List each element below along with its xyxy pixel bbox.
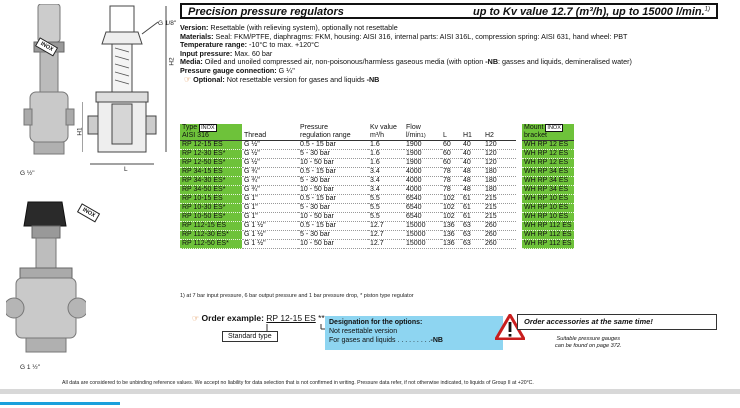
cell-l: 102 <box>441 195 461 204</box>
order-example: ☞ Order example: RP 12-15 ES ** <box>192 313 325 323</box>
cell-flow: 1900 <box>404 150 441 159</box>
table-footnote: 1) at 7 bar input pressure, 6 bar output pressure and 1 bar pressure drop, * piston type regulator <box>180 293 414 299</box>
drawing-port-label: G 1/8" <box>158 20 177 27</box>
cell-flow: 6540 <box>404 204 441 213</box>
spec-optional: ☞ Optional: Not resettable version for gases and liquids -NB <box>184 74 380 84</box>
cell-thread: G ¾" <box>242 177 298 186</box>
cell-thread: G ½" <box>242 159 298 168</box>
table-row <box>180 141 574 150</box>
cell-flow: 1900 <box>404 159 441 168</box>
cell-l: 60 <box>441 141 461 150</box>
specifications <box>180 24 728 84</box>
col-type-header: Type $^{INOX}$ <box>180 124 242 132</box>
cell-thread: G 1" <box>242 213 298 222</box>
cell-thread: G 1 ½" <box>242 222 298 231</box>
table-row <box>180 159 574 168</box>
cell-kv: 3.4 <box>368 168 404 177</box>
cell-type: RP 12-50 ES* <box>180 159 242 168</box>
cell-kv: 1.6 <box>368 150 404 159</box>
cell-type: RP 10-30 ES* <box>180 204 242 213</box>
col-kv-header-1: Kv value <box>370 124 397 132</box>
cell-h2: 260 <box>483 231 516 240</box>
cell-l: 60 <box>441 150 461 159</box>
cell-h1: 48 <box>461 168 483 177</box>
drawing-l-label: L <box>124 166 128 173</box>
cell-mount: WH RP 34 ES <box>522 177 574 186</box>
cell-mount: WH RP 12 ES <box>522 150 574 159</box>
pointing-hand-icon: ☞ <box>184 74 192 84</box>
cell-l: 60 <box>441 159 461 168</box>
spec-materials: Materials: Seal: FKM/PTFE, diaphragms: FKM, housing: AISI 316, internal parts: AISI 316L, compression spring: AISI 631, hand wheel: PBT <box>180 31 628 41</box>
cell-l: 78 <box>441 177 461 186</box>
caption-small: G ½" <box>20 170 35 177</box>
cell-range: 0.5 - 15 bar <box>298 141 368 150</box>
inox-badge: INOX <box>201 125 215 132</box>
cell-mount: WH RP 34 ES <box>522 186 574 195</box>
cell-range: 5 - 30 bar <box>298 150 368 159</box>
cell-range: 5 - 30 bar <box>298 177 368 186</box>
cell-type: RP 34-30 ES* <box>180 177 242 186</box>
cell-h2: 120 <box>483 159 516 168</box>
table-row <box>180 195 574 204</box>
page-title: Precision pressure regulators <box>188 6 344 18</box>
cell-type: RP 34-50 ES* <box>180 186 242 195</box>
cell-h1: 48 <box>461 177 483 186</box>
cell-mount: WH RP 112 ES <box>522 240 574 249</box>
cell-type: RP 112-30 ES* <box>180 231 242 240</box>
cell-h2: 260 <box>483 222 516 231</box>
spec-media: Media: Oiled and unoiled compressed air, non-poisonous/harmless gaseous media (with option -NB: gasses and liquids, demineralised water) <box>180 57 632 67</box>
col-mount-header-1: Mount $^{INOX}$ <box>522 124 574 132</box>
cell-h1: 63 <box>461 222 483 231</box>
designation-box: Designation for the options: Not resettable version For gases and liquids . . . . . . . . .-NB <box>325 316 503 350</box>
cell-thread: G 1 ½" <box>242 240 298 249</box>
cell-h2: 120 <box>483 150 516 159</box>
cell-type: RP 34-15 ES <box>180 168 242 177</box>
table-row <box>180 213 574 222</box>
table-row <box>180 222 574 231</box>
cell-l: 102 <box>441 213 461 222</box>
cell-thread: G ¾" <box>242 186 298 195</box>
col-range-header-1: Pressure <box>300 124 329 132</box>
cell-h1: 61 <box>461 195 483 204</box>
cell-h2: 215 <box>483 213 516 222</box>
cell-l: 136 <box>441 240 461 249</box>
cell-range: 10 - 50 bar <box>298 186 368 195</box>
cell-h1: 48 <box>461 186 483 195</box>
table-row <box>180 231 574 240</box>
cell-flow: 15000 <box>404 222 441 231</box>
cell-range: 10 - 50 bar <box>298 240 368 249</box>
col-l-header: L <box>441 132 461 141</box>
page-subtitle: up to Kv value 12.7 (m³/h), up to 15000 l/min.$^{1)}$ <box>472 6 710 18</box>
inox-tag: INOX <box>35 37 59 56</box>
footer-accent <box>0 402 120 405</box>
col-h2-header: H2 <box>483 132 516 141</box>
cell-kv: 12.7 <box>368 240 404 249</box>
cell-type: RP 12-15 ES <box>180 141 242 150</box>
cell-l: 102 <box>441 204 461 213</box>
cell-l: 136 <box>441 231 461 240</box>
accessory-warning <box>495 314 725 358</box>
cross-section-drawing <box>82 4 172 176</box>
table-row <box>180 204 574 213</box>
cell-range: 5 - 30 bar <box>298 204 368 213</box>
cell-range: 5 - 30 bar <box>298 231 368 240</box>
cell-range: 0.5 - 15 bar <box>298 195 368 204</box>
cell-flow: 4000 <box>404 168 441 177</box>
cell-mount: WH RP 12 ES <box>522 159 574 168</box>
cell-range: 10 - 50 bar <box>298 213 368 222</box>
cell-mount: WH RP 112 ES <box>522 222 574 231</box>
col-mount-header-2: bracket <box>522 132 574 141</box>
cell-kv: 12.7 <box>368 222 404 231</box>
regulator-photo-large <box>6 200 86 360</box>
col-thread-header: Thread <box>242 132 298 141</box>
cell-h2: 180 <box>483 186 516 195</box>
cell-range: 0.5 - 15 bar <box>298 222 368 231</box>
drawing-h2-label: H2 <box>168 57 176 66</box>
cell-l: 78 <box>441 168 461 177</box>
table-row <box>180 177 574 186</box>
cell-h1: 40 <box>461 150 483 159</box>
cell-mount: WH RP 112 ES <box>522 231 574 240</box>
cell-flow: 1900 <box>404 141 441 150</box>
spec-temperature: Temperature range: -10°C to max. +120°C <box>180 40 320 50</box>
title-bar <box>180 3 718 19</box>
col-h1-header: H1 <box>461 132 483 141</box>
cell-range: 10 - 50 bar <box>298 159 368 168</box>
cell-h2: 215 <box>483 204 516 213</box>
cell-h2: 120 <box>483 141 516 150</box>
cell-kv: 5.5 <box>368 204 404 213</box>
col-range-header-2: regulation range <box>298 132 368 141</box>
product-images <box>0 0 178 380</box>
disclaimer: All data are considered to be unbinding reference values. We accept no liability for data selection that is not confirmed in writing. Pressure data refer, if not otherwise indicated, to liquids of Group II at +20°C. <box>62 380 534 386</box>
pointing-hand-icon: ☞ <box>192 314 200 323</box>
table-row <box>180 168 574 177</box>
cell-type: RP 10-15 ES <box>180 195 242 204</box>
spec-input-pressure: Input pressure: Max. 60 bar <box>180 48 273 58</box>
drawing-h1-label: H1 <box>76 127 84 136</box>
cell-thread: G ¾" <box>242 168 298 177</box>
spec-version: Version: Resettable (with relieving system), optionally not resettable <box>180 23 398 32</box>
cell-h2: 180 <box>483 177 516 186</box>
col-kv-header-2: m³/h <box>368 132 404 141</box>
cell-h2: 215 <box>483 195 516 204</box>
order-code: RP 12-15 ES <box>266 313 316 323</box>
cell-thread: G 1" <box>242 204 298 213</box>
table-row <box>180 186 574 195</box>
inox-tag: INOX <box>77 203 101 222</box>
cell-l: 136 <box>441 222 461 231</box>
cell-thread: G ½" <box>242 141 298 150</box>
table-row <box>180 240 574 249</box>
cell-flow: 6540 <box>404 195 441 204</box>
product-table <box>180 124 574 249</box>
cell-h2: 180 <box>483 168 516 177</box>
cell-h1: 40 <box>461 159 483 168</box>
standard-type-box: Standard type <box>222 331 278 342</box>
cell-h1: 61 <box>461 204 483 213</box>
col-flow-header-1: Flow <box>406 124 421 132</box>
cell-kv: 3.4 <box>368 186 404 195</box>
cell-kv: 1.6 <box>368 141 404 150</box>
cell-flow: 4000 <box>404 186 441 195</box>
cell-mount: WH RP 10 ES <box>522 213 574 222</box>
cell-type: RP 112-50 ES* <box>180 240 242 249</box>
caption-large: G 1 ½" <box>20 364 41 371</box>
cell-type: RP 112-15 ES <box>180 222 242 231</box>
cell-thread: G ½" <box>242 150 298 159</box>
cell-type: RP 10-50 ES* <box>180 213 242 222</box>
cell-kv: 12.7 <box>368 231 404 240</box>
footer-bar <box>0 389 740 394</box>
cell-kv: 1.6 <box>368 159 404 168</box>
cell-h1: 63 <box>461 240 483 249</box>
cell-flow: 6540 <box>404 213 441 222</box>
cell-thread: G 1" <box>242 195 298 204</box>
col-flow-header-2: $l/\min^{1)}$ <box>404 132 441 141</box>
cell-h1: 40 <box>461 141 483 150</box>
cell-flow: 15000 <box>404 240 441 249</box>
cell-h2: 260 <box>483 240 516 249</box>
cell-range: 0.5 - 15 bar <box>298 168 368 177</box>
table-row <box>180 150 574 159</box>
cell-mount: WH RP 10 ES <box>522 204 574 213</box>
cell-kv: 3.4 <box>368 177 404 186</box>
cell-flow: 4000 <box>404 177 441 186</box>
spec-gauge: Pressure gauge connection: G ¼" <box>180 65 295 75</box>
cell-mount: WH RP 34 ES <box>522 168 574 177</box>
regulator-photo-small <box>20 4 75 164</box>
warning-subtext: Suitable pressure gauges can be found on page 372. <box>555 336 622 349</box>
cell-h1: 63 <box>461 231 483 240</box>
cell-kv: 5.5 <box>368 195 404 204</box>
cell-mount: WH RP 10 ES <box>522 195 574 204</box>
cell-thread: G 1 ½" <box>242 231 298 240</box>
warning-title: Order accessories at the same time! <box>517 314 717 330</box>
cell-h1: 61 <box>461 213 483 222</box>
cell-mount: WH RP 12 ES <box>522 141 574 150</box>
cell-type: RP 12-30 ES* <box>180 150 242 159</box>
cell-kv: 5.5 <box>368 213 404 222</box>
cell-flow: 15000 <box>404 231 441 240</box>
col-type-header-2: AISI 316 <box>180 132 242 141</box>
inox-badge: INOX <box>547 125 561 132</box>
cell-l: 78 <box>441 186 461 195</box>
